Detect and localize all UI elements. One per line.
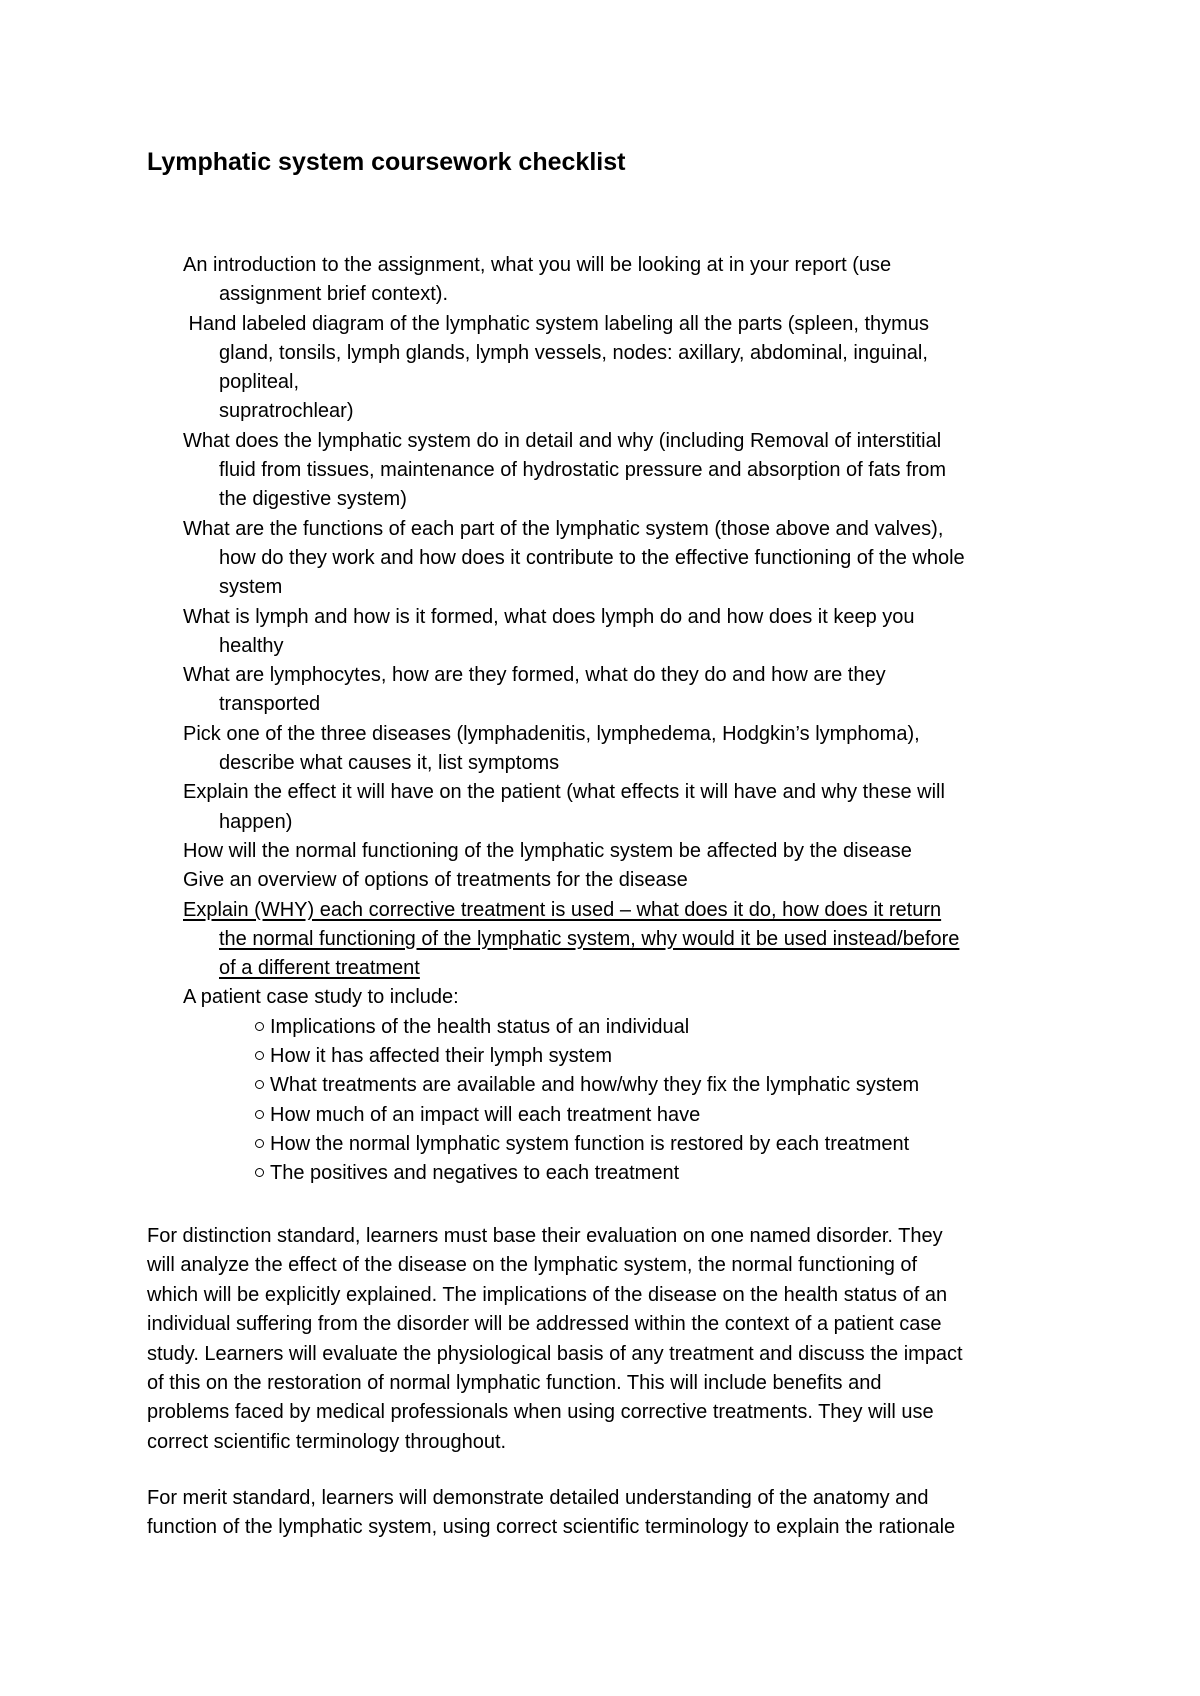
checklist-line: the digestive system) [219, 488, 407, 511]
checklist-item-normal-functioning [183, 837, 1083, 866]
paragraph-line: For merit standard, learners will demonstrate detailed understanding of the anatomy and [147, 1487, 929, 1509]
paragraph-line: individual suffering from the disorder will be addressed within the context of a patient case [147, 1313, 942, 1336]
sub-list-item [219, 1101, 1083, 1130]
checklist-line: What are lymphocytes, how are they formed, what do they do and how are they [183, 664, 886, 687]
checklist-item-part-functions [183, 515, 1083, 603]
paragraph-line: study. Learners will evaluate the physiological basis of any treatment and discuss the impact [147, 1342, 963, 1365]
checklist-line: assignment brief context). [219, 283, 448, 306]
hollow-circle-bullet-icon [255, 1022, 264, 1031]
checklist-line: Explain the effect it will have on the patient (what effects it will have and why these will [183, 781, 945, 804]
paragraph-line: For distinction standard, learners must base their evaluation on one named disorder. They [147, 1225, 943, 1247]
paragraph-line: correct scientific terminology throughout. [147, 1430, 507, 1453]
sub-list-item [219, 1130, 1083, 1159]
checklist-line: of a different treatment [219, 957, 420, 980]
distinction-paragraph [147, 1222, 1067, 1457]
checklist-line: Pick one of the three diseases (lymphadenitis, lymphedema, Hodgkin’s lymphoma), [183, 722, 920, 745]
paragraph-line: function of the lymphatic system, using correct scientific terminology to explain the rationale [147, 1516, 956, 1539]
checklist-item-treatment-overview [183, 866, 1083, 895]
checklist-line: Explain (WHY) each corrective treatment is used – what does it do, how does it return [183, 898, 942, 921]
checklist-line: What are the functions of each part of the lymphatic system (those above and valves), [183, 517, 944, 540]
hollow-circle-bullet-icon [255, 1051, 264, 1060]
checklist-line: Hand labeled diagram of the lymphatic system labeling all the parts (spleen, thymus [183, 312, 929, 335]
checklist-line: An introduction to the assignment, what you will be looking at in your report (use [183, 254, 892, 276]
checklist-item-case-study [183, 983, 1083, 1188]
paragraph-line: which will be explicitly explained. The implications of the disease on the health status of an [147, 1283, 948, 1306]
checklist-line: how do they work and how does it contribute to the effective functioning of the whole [219, 546, 965, 569]
sub-item-text: How it has affected their lymph system [270, 1045, 612, 1068]
sub-list-item [219, 1159, 1083, 1188]
checklist-line: What is lymph and how is it formed, what does lymph do and how does it keep you [183, 605, 915, 628]
sub-item-text: How the normal lymphatic system function is restored by each treatment [270, 1132, 910, 1155]
checklist-item-introduction [183, 251, 1083, 310]
hollow-circle-bullet-icon [255, 1110, 264, 1119]
checklist-line: supratrochlear) [219, 400, 354, 423]
checklist-item-function-detail [183, 427, 1083, 515]
checklist-item-patient-effect [183, 778, 1083, 837]
checklist-line: fluid from tissues, maintenance of hydrostatic pressure and absorption of fats from [219, 459, 947, 482]
sub-list-item [219, 1042, 1083, 1071]
page-title: Lymphatic system coursework checklist [147, 148, 626, 176]
checklist-item-corrective-treatment [183, 896, 1083, 984]
checklist-line: popliteal, [219, 371, 300, 394]
checklist-line: healthy [219, 634, 284, 657]
merit-paragraph [147, 1484, 1067, 1543]
sub-item-text: Implications of the health status of an individual [270, 1015, 690, 1038]
sub-item-text: What treatments are available and how/why they fix the lymphatic system [270, 1074, 920, 1097]
sub-list-item [219, 1071, 1083, 1100]
checklist-line: system [219, 576, 283, 599]
coursework-checklist [183, 251, 1083, 1189]
hollow-circle-bullet-icon [255, 1080, 264, 1089]
checklist-line: the normal functioning of the lymphatic system, why would it be used instead/before [219, 927, 960, 950]
sub-item-text: The positives and negatives to each treatment [270, 1162, 680, 1185]
checklist-line: A patient case study to include: [183, 986, 459, 1009]
checklist-line: Give an overview of options of treatments for the disease [183, 869, 688, 892]
case-study-sublist [219, 1013, 1083, 1189]
checklist-line: transported [219, 693, 321, 716]
checklist-line: describe what causes it, list symptoms [219, 752, 560, 775]
sub-item-text: How much of an impact will each treatment have [270, 1103, 701, 1126]
checklist-line: gland, tonsils, lymph glands, lymph vessels, nodes: axillary, abdominal, inguinal, [219, 341, 928, 364]
paragraph-line: will analyze the effect of the disease on the lymphatic system, the normal functioning of [147, 1254, 918, 1277]
hollow-circle-bullet-icon [255, 1168, 264, 1177]
checklist-line: What does the lymphatic system do in detail and why (including Removal of interstitial [183, 429, 942, 452]
checklist-item-diagram [183, 310, 1083, 427]
hollow-circle-bullet-icon [255, 1139, 264, 1148]
sub-list-item [219, 1013, 1083, 1042]
checklist-item-diseases [183, 720, 1083, 779]
paragraph-line: problems faced by medical professionals when using corrective treatments. They will use [147, 1401, 934, 1424]
checklist-line: happen) [219, 810, 293, 833]
checklist-line: How will the normal functioning of the lymphatic system be affected by the disease [183, 839, 912, 862]
checklist-item-lymph [183, 603, 1083, 662]
checklist-item-lymphocytes [183, 661, 1083, 720]
paragraph-line: of this on the restoration of normal lymphatic function. This will include benefits and [147, 1372, 882, 1395]
